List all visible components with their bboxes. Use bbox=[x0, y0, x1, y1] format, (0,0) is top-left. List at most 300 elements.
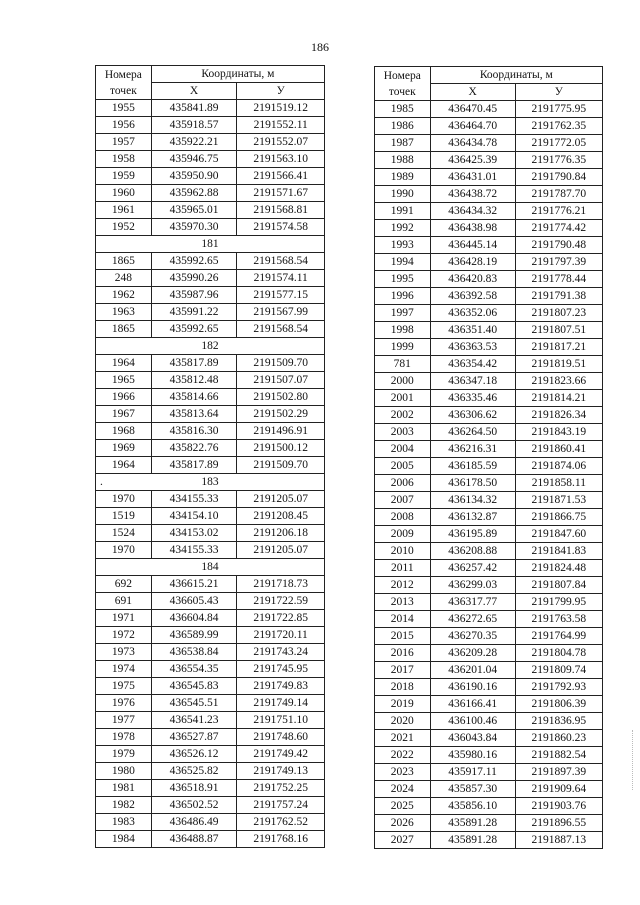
y-coordinate-cell: 2191206.18 bbox=[237, 525, 325, 542]
table-row bbox=[375, 220, 603, 237]
point-number-cell: 1958 bbox=[96, 151, 152, 168]
coordinates-table-left bbox=[95, 65, 325, 848]
y-coordinate-cell: 2191860.23 bbox=[515, 730, 602, 747]
y-coordinate-cell: 2191208.45 bbox=[237, 508, 325, 525]
table-row bbox=[375, 645, 603, 662]
point-number-cell: 1965 bbox=[96, 372, 152, 389]
point-number-cell: 1978 bbox=[96, 729, 152, 746]
table-row bbox=[375, 356, 603, 373]
section-number bbox=[96, 236, 325, 253]
point-number-cell: 248 bbox=[96, 270, 152, 287]
section-label: 184 bbox=[201, 561, 219, 573]
table-row bbox=[375, 288, 603, 305]
x-coordinate-cell: 436306.62 bbox=[430, 407, 515, 424]
table-row bbox=[96, 134, 325, 151]
y-coordinate-cell: 2191502.80 bbox=[237, 389, 325, 406]
x-coordinate-cell: 436257.42 bbox=[430, 560, 515, 577]
y-coordinate-cell: 2191806.39 bbox=[515, 696, 602, 713]
x-coordinate-cell: 436178.50 bbox=[430, 475, 515, 492]
y-coordinate-cell: 2191762.35 bbox=[515, 118, 602, 135]
x-coordinate-cell: 436502.52 bbox=[151, 797, 237, 814]
y-coordinate-cell: 2191745.95 bbox=[237, 661, 325, 678]
y-coordinate-cell: 2191509.70 bbox=[237, 457, 325, 474]
x-coordinate-cell: 435965.01 bbox=[151, 202, 237, 219]
y-coordinate-cell: 2191763.58 bbox=[515, 611, 602, 628]
point-number-cell: 1967 bbox=[96, 406, 152, 423]
y-coordinate-cell: 2191500.12 bbox=[237, 440, 325, 457]
table-row bbox=[375, 492, 603, 509]
point-number-cell: 1971 bbox=[96, 610, 152, 627]
x-coordinate-cell: 436527.87 bbox=[151, 729, 237, 746]
table-row bbox=[375, 135, 603, 152]
y-coordinate-cell: 2191903.76 bbox=[515, 798, 602, 815]
x-coordinate-cell: 435822.76 bbox=[151, 440, 237, 457]
x-coordinate-cell: 436589.99 bbox=[151, 627, 237, 644]
table-row bbox=[96, 321, 325, 338]
x-coordinate-cell: 436100.46 bbox=[430, 713, 515, 730]
x-coordinate-cell: 436208.88 bbox=[430, 543, 515, 560]
y-coordinate-cell: 2191792.93 bbox=[515, 679, 602, 696]
table-row bbox=[375, 577, 603, 594]
y-coordinate-cell: 2191768.16 bbox=[237, 831, 325, 848]
table-row bbox=[96, 763, 325, 780]
point-number-cell: 2006 bbox=[375, 475, 431, 492]
point-number-cell: 1969 bbox=[96, 440, 152, 457]
point-number-cell: 2000 bbox=[375, 373, 431, 390]
table-header-row bbox=[96, 66, 325, 83]
point-number-cell: 2014 bbox=[375, 611, 431, 628]
coords-header: Координаты, м bbox=[430, 67, 602, 84]
table-row bbox=[96, 100, 325, 117]
points-header-line2: точек bbox=[109, 84, 137, 97]
point-number-cell: 1957 bbox=[96, 134, 152, 151]
table-row bbox=[375, 305, 603, 322]
point-number-cell: 2010 bbox=[375, 543, 431, 560]
section-label: 181 bbox=[201, 238, 219, 250]
y-header: У bbox=[515, 84, 602, 101]
y-coordinate-cell: 2191897.39 bbox=[515, 764, 602, 781]
point-number-cell: 1983 bbox=[96, 814, 152, 831]
table-row bbox=[96, 423, 325, 440]
point-number-cell: 2012 bbox=[375, 577, 431, 594]
table-row bbox=[375, 730, 603, 747]
x-coordinate-cell: 436470.45 bbox=[430, 101, 515, 118]
x-coordinate-cell: 435813.64 bbox=[151, 406, 237, 423]
table-row bbox=[96, 831, 325, 848]
point-number-cell: 1984 bbox=[96, 831, 152, 848]
y-coordinate-cell: 2191814.21 bbox=[515, 390, 602, 407]
x-coordinate-cell: 436317.77 bbox=[430, 594, 515, 611]
y-coordinate-cell: 2191790.84 bbox=[515, 169, 602, 186]
y-coordinate-cell: 2191552.07 bbox=[237, 134, 325, 151]
y-coordinate-cell: 2191843.19 bbox=[515, 424, 602, 441]
table-row bbox=[375, 169, 603, 186]
x-coordinate-cell: 436486.49 bbox=[151, 814, 237, 831]
point-number-cell: 1991 bbox=[375, 203, 431, 220]
y-coordinate-cell: 2191568.54 bbox=[237, 321, 325, 338]
y-coordinate-cell: 2191775.95 bbox=[515, 101, 602, 118]
y-coordinate-cell: 2191749.83 bbox=[237, 678, 325, 695]
x-coordinate-cell: 436425.39 bbox=[430, 152, 515, 169]
y-coordinate-cell: 2191787.70 bbox=[515, 186, 602, 203]
point-number-cell: 2005 bbox=[375, 458, 431, 475]
point-number-cell: 2027 bbox=[375, 832, 431, 849]
x-coordinate-cell: 436272.65 bbox=[430, 611, 515, 628]
x-coordinate-cell: 436043.84 bbox=[430, 730, 515, 747]
point-number-cell: 1865 bbox=[96, 253, 152, 270]
table-row bbox=[96, 185, 325, 202]
y-coordinate-cell: 2191778.44 bbox=[515, 271, 602, 288]
point-number-cell: 2018 bbox=[375, 679, 431, 696]
coordinates-table-left-body bbox=[96, 66, 325, 848]
point-number-cell: 1865 bbox=[96, 321, 152, 338]
y-coordinate-cell: 2191807.23 bbox=[515, 305, 602, 322]
point-number-cell: 2025 bbox=[375, 798, 431, 815]
x-coordinate-cell: 435922.21 bbox=[151, 134, 237, 151]
x-coordinate-cell: 436270.35 bbox=[430, 628, 515, 645]
y-coordinate-cell: 2191874.06 bbox=[515, 458, 602, 475]
point-number-cell: 1977 bbox=[96, 712, 152, 729]
x-coordinate-cell: 435962.88 bbox=[151, 185, 237, 202]
x-coordinate-cell: 436363.53 bbox=[430, 339, 515, 356]
y-coordinate-cell: 2191858.11 bbox=[515, 475, 602, 492]
y-coordinate-cell: 2191568.81 bbox=[237, 202, 325, 219]
table-row bbox=[96, 508, 325, 525]
x-coordinate-cell: 436488.87 bbox=[151, 831, 237, 848]
table-row bbox=[96, 576, 325, 593]
table-row bbox=[96, 270, 325, 287]
x-coordinate-cell: 435987.96 bbox=[151, 287, 237, 304]
table-row bbox=[96, 678, 325, 695]
y-coordinate-cell: 2191836.95 bbox=[515, 713, 602, 730]
y-coordinate-cell: 2191205.07 bbox=[237, 542, 325, 559]
table-row bbox=[375, 458, 603, 475]
x-coordinate-cell: 435970.30 bbox=[151, 219, 237, 236]
y-coordinate-cell: 2191574.11 bbox=[237, 270, 325, 287]
x-coordinate-cell: 436541.23 bbox=[151, 712, 237, 729]
point-number-cell: 2002 bbox=[375, 407, 431, 424]
point-number-cell: 1999 bbox=[375, 339, 431, 356]
section-mark: . bbox=[100, 476, 103, 488]
y-coordinate-cell: 2191790.48 bbox=[515, 237, 602, 254]
x-coordinate-cell: 436526.12 bbox=[151, 746, 237, 763]
x-coordinate-cell: 436132.87 bbox=[430, 509, 515, 526]
coordinates-table-right-body bbox=[375, 67, 603, 849]
point-number-cell: 1988 bbox=[375, 152, 431, 169]
point-number-cell: 2026 bbox=[375, 815, 431, 832]
table-row bbox=[375, 679, 603, 696]
table-row bbox=[375, 101, 603, 118]
x-coordinate-cell: 436299.03 bbox=[430, 577, 515, 594]
y-coordinate-cell: 2191552.11 bbox=[237, 117, 325, 134]
table-row bbox=[375, 339, 603, 356]
y-coordinate-cell: 2191887.13 bbox=[515, 832, 602, 849]
table-row bbox=[96, 797, 325, 814]
points-header-line1: Номера bbox=[104, 68, 142, 81]
y-coordinate-cell: 2191757.24 bbox=[237, 797, 325, 814]
y-coordinate-cell: 2191896.55 bbox=[515, 815, 602, 832]
table-row bbox=[375, 509, 603, 526]
x-coordinate-cell: 436209.28 bbox=[430, 645, 515, 662]
table-row bbox=[375, 424, 603, 441]
table-row bbox=[96, 372, 325, 389]
section-number bbox=[96, 474, 325, 491]
table-row bbox=[375, 747, 603, 764]
point-number-cell: 1961 bbox=[96, 202, 152, 219]
table-row bbox=[375, 713, 603, 730]
x-coordinate-cell: 435856.10 bbox=[430, 798, 515, 815]
y-coordinate-cell: 2191866.75 bbox=[515, 509, 602, 526]
x-coordinate-cell: 436615.21 bbox=[151, 576, 237, 593]
table-row bbox=[375, 526, 603, 543]
point-number-cell: 1973 bbox=[96, 644, 152, 661]
point-number-cell: 1964 bbox=[96, 457, 152, 474]
y-coordinate-cell: 2191819.51 bbox=[515, 356, 602, 373]
y-coordinate-cell: 2191774.42 bbox=[515, 220, 602, 237]
table-row bbox=[96, 780, 325, 797]
x-coordinate-cell: 435917.11 bbox=[430, 764, 515, 781]
section-number bbox=[96, 338, 325, 355]
table-row bbox=[375, 186, 603, 203]
table-row bbox=[96, 355, 325, 372]
y-coordinate-cell: 2191823.66 bbox=[515, 373, 602, 390]
point-number-cell: 1524 bbox=[96, 525, 152, 542]
table-row bbox=[375, 560, 603, 577]
x-coordinate-cell: 435950.90 bbox=[151, 168, 237, 185]
x-header: X bbox=[430, 84, 515, 101]
x-coordinate-cell: 436134.32 bbox=[430, 492, 515, 509]
x-coordinate-cell: 436354.42 bbox=[430, 356, 515, 373]
point-number-cell: 1963 bbox=[96, 304, 152, 321]
x-coordinate-cell: 436335.46 bbox=[430, 390, 515, 407]
y-coordinate-cell: 2191577.15 bbox=[237, 287, 325, 304]
point-number-cell: 2011 bbox=[375, 560, 431, 577]
table-row bbox=[375, 254, 603, 271]
table-row bbox=[96, 219, 325, 236]
x-coordinate-cell: 436434.32 bbox=[430, 203, 515, 220]
x-coordinate-cell: 436166.41 bbox=[430, 696, 515, 713]
point-number-cell: 1970 bbox=[96, 542, 152, 559]
table-row bbox=[96, 389, 325, 406]
x-coordinate-cell: 435990.26 bbox=[151, 270, 237, 287]
y-coordinate-cell: 2191519.12 bbox=[237, 100, 325, 117]
y-coordinate-cell: 2191749.13 bbox=[237, 763, 325, 780]
point-number-cell: 1985 bbox=[375, 101, 431, 118]
y-coordinate-cell: 2191776.35 bbox=[515, 152, 602, 169]
point-number-cell: 1959 bbox=[96, 168, 152, 185]
x-coordinate-cell: 436438.98 bbox=[430, 220, 515, 237]
x-coordinate-cell: 435980.16 bbox=[430, 747, 515, 764]
point-number-cell: 2023 bbox=[375, 764, 431, 781]
table-row bbox=[375, 543, 603, 560]
x-coordinate-cell: 435992.65 bbox=[151, 253, 237, 270]
x-coordinate-cell: 436392.58 bbox=[430, 288, 515, 305]
point-number-cell: 1962 bbox=[96, 287, 152, 304]
table-row bbox=[96, 168, 325, 185]
y-coordinate-cell: 2191563.10 bbox=[237, 151, 325, 168]
point-number-cell: 1972 bbox=[96, 627, 152, 644]
table-row bbox=[375, 118, 603, 135]
table-row bbox=[375, 390, 603, 407]
y-coordinate-cell: 2191797.39 bbox=[515, 254, 602, 271]
page-number: 186 bbox=[311, 40, 329, 54]
point-number-cell: 1970 bbox=[96, 491, 152, 508]
table-row bbox=[96, 202, 325, 219]
point-number-cell: 2008 bbox=[375, 509, 431, 526]
y-coordinate-cell: 2191847.60 bbox=[515, 526, 602, 543]
point-number-cell: 2020 bbox=[375, 713, 431, 730]
point-number-cell: 1989 bbox=[375, 169, 431, 186]
point-number-cell: 2015 bbox=[375, 628, 431, 645]
section-label: 182 bbox=[201, 340, 219, 352]
x-coordinate-cell: 436351.40 bbox=[430, 322, 515, 339]
point-number-cell: 1995 bbox=[375, 271, 431, 288]
x-coordinate-cell: 435816.30 bbox=[151, 423, 237, 440]
x-coordinate-cell: 434154.10 bbox=[151, 508, 237, 525]
point-number-cell: 1987 bbox=[375, 135, 431, 152]
point-number-cell: 2017 bbox=[375, 662, 431, 679]
x-coordinate-cell: 436545.51 bbox=[151, 695, 237, 712]
x-coordinate-cell: 436538.84 bbox=[151, 644, 237, 661]
points-header bbox=[96, 66, 152, 100]
table-header-row bbox=[375, 67, 603, 84]
table-row bbox=[96, 457, 325, 474]
table-row bbox=[375, 696, 603, 713]
point-number-cell: 1976 bbox=[96, 695, 152, 712]
y-coordinate-cell: 2191807.51 bbox=[515, 322, 602, 339]
y-coordinate-cell: 2191571.67 bbox=[237, 185, 325, 202]
y-coordinate-cell: 2191743.24 bbox=[237, 644, 325, 661]
point-number-cell: 1955 bbox=[96, 100, 152, 117]
x-coordinate-cell: 436428.19 bbox=[430, 254, 515, 271]
y-coordinate-cell: 2191860.41 bbox=[515, 441, 602, 458]
y-coordinate-cell: 2191748.60 bbox=[237, 729, 325, 746]
y-header: У bbox=[237, 83, 325, 100]
y-coordinate-cell: 2191568.54 bbox=[237, 253, 325, 270]
point-number-cell: 1964 bbox=[96, 355, 152, 372]
x-coordinate-cell: 436445.14 bbox=[430, 237, 515, 254]
table-row bbox=[375, 407, 603, 424]
table-row bbox=[375, 781, 603, 798]
x-coordinate-cell: 435817.89 bbox=[151, 457, 237, 474]
table-row bbox=[96, 406, 325, 423]
table-row bbox=[96, 746, 325, 763]
table-row bbox=[375, 662, 603, 679]
y-coordinate-cell: 2191791.38 bbox=[515, 288, 602, 305]
x-header: X bbox=[151, 83, 237, 100]
y-coordinate-cell: 2191776.21 bbox=[515, 203, 602, 220]
point-number-cell: 2003 bbox=[375, 424, 431, 441]
table-row bbox=[375, 594, 603, 611]
x-coordinate-cell: 436185.59 bbox=[430, 458, 515, 475]
point-number-cell: 2016 bbox=[375, 645, 431, 662]
table-row bbox=[375, 628, 603, 645]
y-coordinate-cell: 2191749.14 bbox=[237, 695, 325, 712]
x-coordinate-cell: 434155.33 bbox=[151, 491, 237, 508]
table-row bbox=[96, 593, 325, 610]
point-number-cell: 1996 bbox=[375, 288, 431, 305]
table-row bbox=[375, 152, 603, 169]
x-coordinate-cell: 434155.33 bbox=[151, 542, 237, 559]
y-coordinate-cell: 2191566.41 bbox=[237, 168, 325, 185]
y-coordinate-cell: 2191807.84 bbox=[515, 577, 602, 594]
table-row bbox=[96, 661, 325, 678]
x-coordinate-cell: 436604.84 bbox=[151, 610, 237, 627]
points-header bbox=[375, 67, 431, 101]
x-coordinate-cell: 436518.91 bbox=[151, 780, 237, 797]
table-row bbox=[375, 475, 603, 492]
point-number-cell: 2019 bbox=[375, 696, 431, 713]
table-row bbox=[375, 373, 603, 390]
table-row bbox=[96, 304, 325, 321]
point-number-cell: 2022 bbox=[375, 747, 431, 764]
table-row bbox=[375, 611, 603, 628]
point-number-cell: 1974 bbox=[96, 661, 152, 678]
table-row bbox=[96, 253, 325, 270]
table-row bbox=[375, 832, 603, 849]
x-coordinate-cell: 435817.89 bbox=[151, 355, 237, 372]
x-coordinate-cell: 436525.82 bbox=[151, 763, 237, 780]
x-coordinate-cell: 436216.31 bbox=[430, 441, 515, 458]
points-header-line1: Номера bbox=[383, 69, 421, 82]
x-coordinate-cell: 434153.02 bbox=[151, 525, 237, 542]
point-number-cell: 1956 bbox=[96, 117, 152, 134]
x-coordinate-cell: 435857.30 bbox=[430, 781, 515, 798]
point-number-cell: 692 bbox=[96, 576, 152, 593]
points-header-line2: точек bbox=[388, 85, 416, 98]
x-coordinate-cell: 436464.70 bbox=[430, 118, 515, 135]
x-coordinate-cell: 435841.89 bbox=[151, 100, 237, 117]
scan-edge-mark bbox=[632, 730, 634, 790]
table-row bbox=[96, 814, 325, 831]
point-number-cell: 1975 bbox=[96, 678, 152, 695]
table-row bbox=[96, 117, 325, 134]
table-row bbox=[375, 237, 603, 254]
table-row bbox=[96, 729, 325, 746]
point-number-cell: 1990 bbox=[375, 186, 431, 203]
coordinates-table-right bbox=[374, 66, 603, 849]
x-coordinate-cell: 435992.65 bbox=[151, 321, 237, 338]
table-row bbox=[96, 695, 325, 712]
table-row bbox=[96, 542, 325, 559]
y-coordinate-cell: 2191764.99 bbox=[515, 628, 602, 645]
x-coordinate-cell: 435918.57 bbox=[151, 117, 237, 134]
y-coordinate-cell: 2191752.25 bbox=[237, 780, 325, 797]
y-coordinate-cell: 2191824.48 bbox=[515, 560, 602, 577]
point-number-cell: 2021 bbox=[375, 730, 431, 747]
point-number-cell: 2001 bbox=[375, 390, 431, 407]
y-coordinate-cell: 2191720.11 bbox=[237, 627, 325, 644]
y-coordinate-cell: 2191871.53 bbox=[515, 492, 602, 509]
table-row bbox=[375, 764, 603, 781]
y-coordinate-cell: 2191722.85 bbox=[237, 610, 325, 627]
x-coordinate-cell: 436195.89 bbox=[430, 526, 515, 543]
x-coordinate-cell: 435812.48 bbox=[151, 372, 237, 389]
point-number-cell: 1998 bbox=[375, 322, 431, 339]
table-row bbox=[96, 610, 325, 627]
y-coordinate-cell: 2191799.95 bbox=[515, 594, 602, 611]
y-coordinate-cell: 2191751.10 bbox=[237, 712, 325, 729]
y-coordinate-cell: 2191762.52 bbox=[237, 814, 325, 831]
point-number-cell: 1982 bbox=[96, 797, 152, 814]
x-coordinate-cell: 435814.66 bbox=[151, 389, 237, 406]
x-coordinate-cell: 436201.04 bbox=[430, 662, 515, 679]
x-coordinate-cell: 436554.35 bbox=[151, 661, 237, 678]
y-coordinate-cell: 2191772.05 bbox=[515, 135, 602, 152]
table-row bbox=[96, 440, 325, 457]
section-row bbox=[96, 474, 325, 491]
y-coordinate-cell: 2191817.21 bbox=[515, 339, 602, 356]
